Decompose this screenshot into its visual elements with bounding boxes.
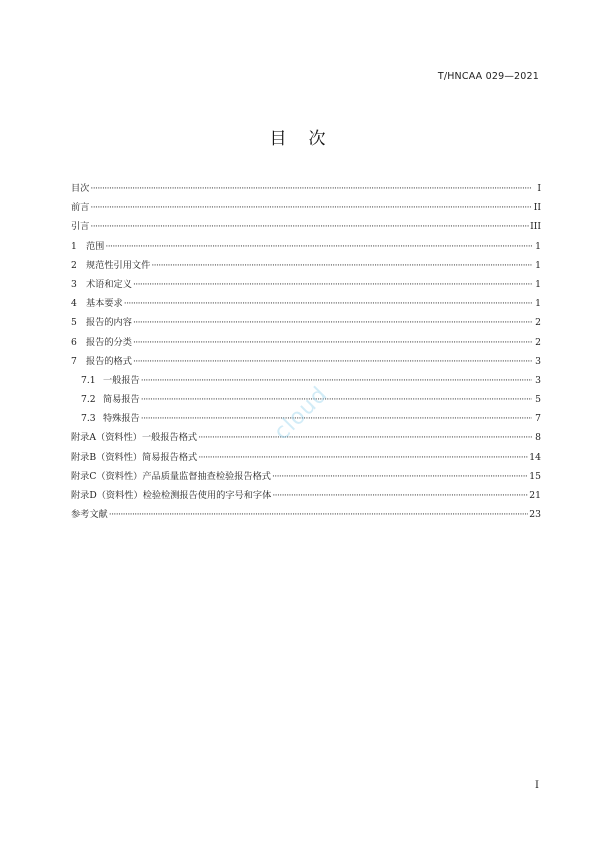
toc-leader-dots: [141, 371, 532, 390]
toc-entry-page: 1: [535, 259, 541, 271]
toc-entry-label: 目次: [71, 183, 90, 194]
toc-entry-page: 2: [535, 336, 541, 348]
toc-leader-dots: [90, 217, 529, 236]
toc-entry[interactable]: [71, 217, 541, 236]
toc-entry-appendix-prefix: 附录D（资料性）: [71, 490, 143, 501]
toc-entry-page: 7: [535, 413, 541, 425]
toc-leader-dots: [272, 467, 528, 486]
toc-leader-dots: [198, 448, 528, 467]
toc-entry-label: 规范性引用文件: [86, 259, 151, 271]
toc-leader-dots: [105, 237, 532, 256]
toc-entry[interactable]: [71, 198, 541, 217]
toc-leader-dots: [133, 352, 532, 371]
toc-leader-dots: [90, 179, 532, 198]
toc-entry-page: II: [533, 202, 541, 214]
toc-entry-number: 7: [71, 355, 77, 367]
toc-leader-dots: [133, 275, 532, 294]
toc-entry-page: 1: [535, 278, 541, 290]
toc-leader-dots: [151, 256, 532, 275]
toc-entry-label: 范围: [86, 240, 105, 252]
toc-entry-label: 检验检测报告使用的字号和字体: [142, 490, 272, 501]
toc-entry-page: 3: [535, 374, 541, 386]
toc-entry-label: 简易报告格式: [142, 451, 198, 463]
toc-entry-label: 前言: [71, 202, 90, 214]
toc-entry-number: 7.2: [81, 394, 96, 406]
toc-entry[interactable]: [71, 294, 541, 313]
toc-entry-appendix-prefix: 附录B（资料性）: [71, 451, 143, 463]
toc-entry[interactable]: [71, 179, 541, 198]
toc-entry-label: 引言: [71, 221, 90, 233]
toc-entry-page: 15: [529, 470, 541, 482]
toc-entry-page: III: [530, 221, 541, 233]
toc-entry-label: 报告的分类: [86, 336, 132, 348]
toc-entry-label: 一般报告: [103, 374, 140, 386]
toc-entry-appendix-prefix: 附录A（资料性）: [71, 432, 142, 444]
toc-entry-label: 一般报告格式: [141, 432, 198, 444]
toc-leader-dots: [272, 486, 528, 505]
toc-entry[interactable]: [71, 275, 541, 294]
toc-entry[interactable]: [71, 237, 541, 256]
toc-entry-page: 14: [529, 451, 541, 463]
toc-entry-number: 3: [71, 278, 77, 290]
toc-entry-page: 2: [535, 317, 541, 329]
toc-leader-dots: [133, 313, 532, 332]
toc-entry-label: 产品质量监督抽查检验报告格式: [142, 470, 271, 482]
toc-entry-number: 7.1: [81, 374, 96, 386]
toc-entry-number: 4: [71, 298, 77, 310]
toc-entry-page: 1: [535, 240, 541, 252]
toc-entry-number: 6: [71, 336, 77, 348]
toc-entry-label: 特殊报告: [103, 413, 140, 425]
toc-entry-number: 2: [71, 259, 77, 271]
toc-entry[interactable]: [71, 486, 541, 505]
toc-entry-label: 参考文献: [71, 509, 108, 521]
toc-entry-number: 5: [71, 317, 77, 329]
document-code: T/HNCAA 029—2021: [437, 71, 539, 82]
table-of-contents: [71, 179, 541, 524]
toc-entry[interactable]: [71, 256, 541, 275]
toc-entry[interactable]: [71, 505, 541, 524]
toc-entry-appendix-prefix: 附录C（资料性）: [71, 470, 143, 482]
toc-entry-label: 基本要求: [86, 298, 123, 310]
toc-entry-label: 报告的格式: [86, 355, 132, 367]
page-number: I: [535, 780, 539, 791]
toc-entry-page: I: [537, 183, 541, 194]
toc-entry-label: 简易报告: [103, 394, 140, 406]
toc-leader-dots: [109, 505, 529, 524]
toc-leader-dots: [133, 333, 532, 352]
toc-entry-label: 术语和定义: [86, 278, 132, 290]
toc-entry-page: 23: [529, 509, 541, 521]
toc-entry-number: 1: [71, 240, 77, 252]
toc-leader-dots: [198, 428, 532, 447]
toc-leader-dots: [90, 198, 532, 217]
watermark-text: cloud: [269, 381, 333, 446]
toc-entry-page: 3: [535, 355, 541, 367]
toc-entry-number: 7.3: [81, 413, 96, 425]
toc-entry-page: 1: [535, 298, 541, 310]
page-title: 目次: [269, 129, 348, 149]
toc-entry-page: 8: [535, 432, 541, 444]
toc-leader-dots: [124, 294, 532, 313]
toc-entry-page: 5: [535, 394, 541, 406]
toc-entry-page: 21: [529, 490, 541, 501]
toc-entry-label: 报告的内容: [86, 317, 132, 329]
toc-entry[interactable]: [71, 467, 541, 486]
toc-entry[interactable]: [71, 313, 541, 332]
toc-entry[interactable]: [71, 333, 541, 352]
